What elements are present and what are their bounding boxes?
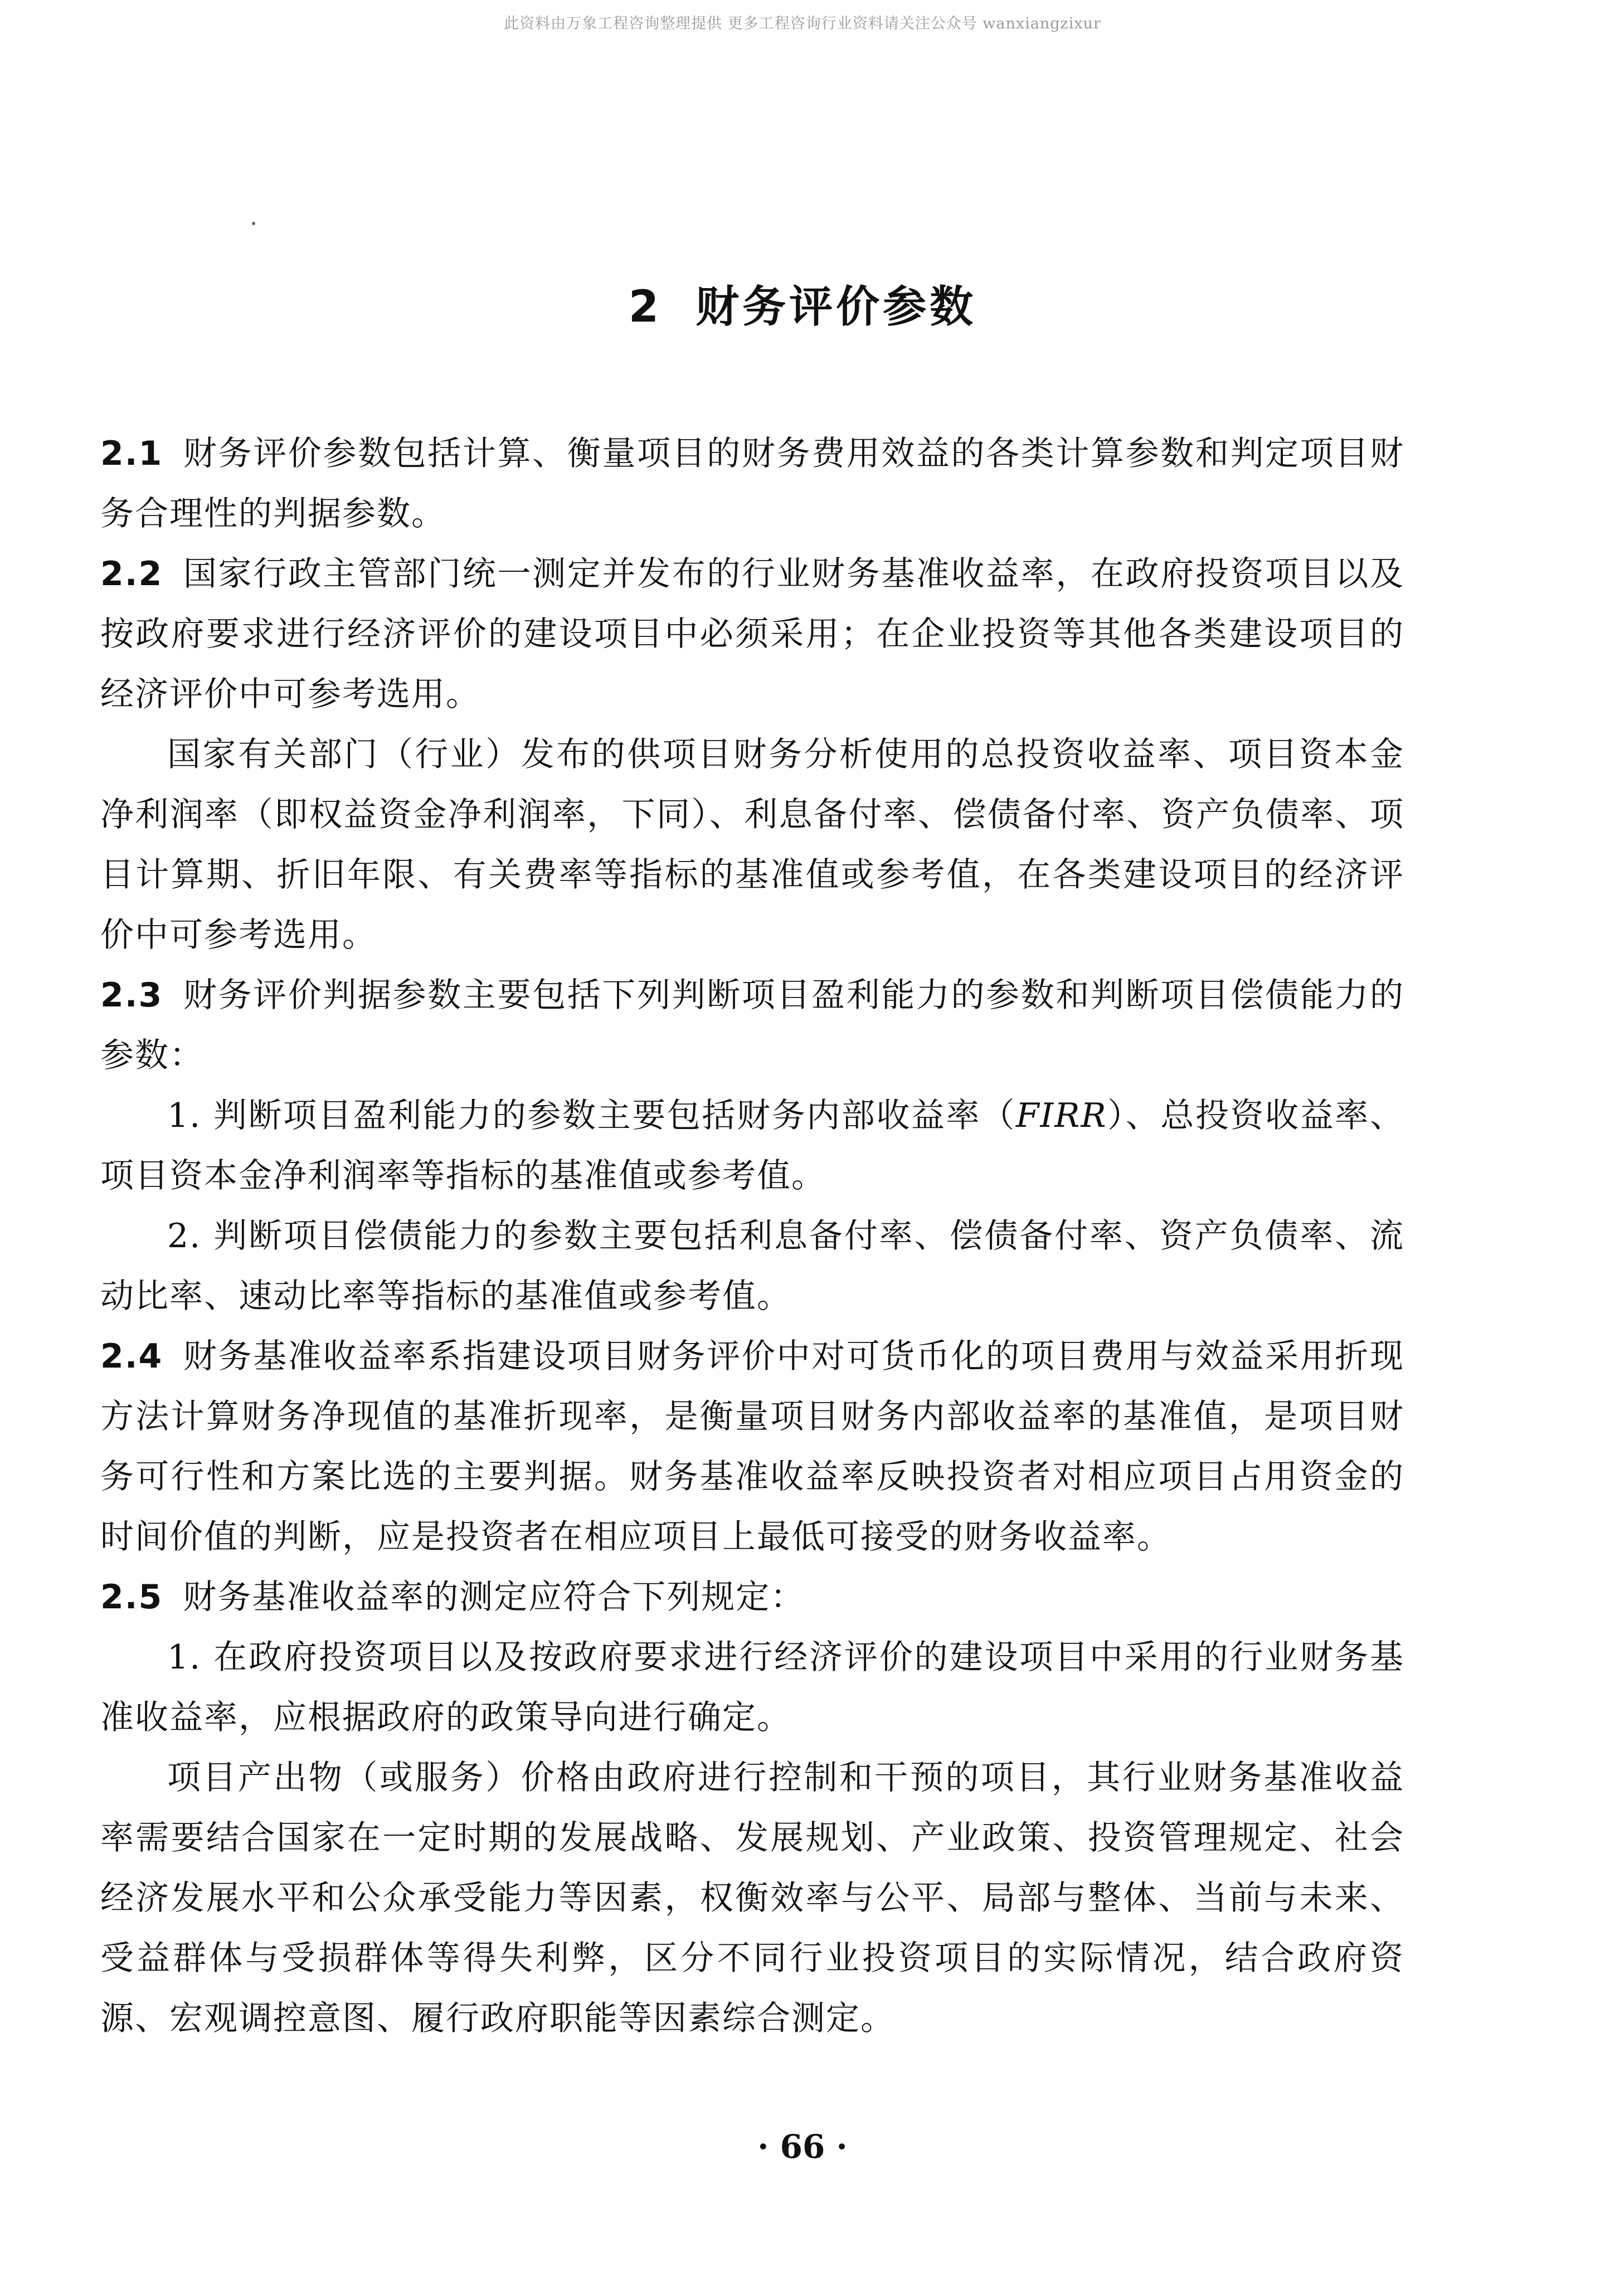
watermark-header: 此资料由万象工程咨询整理提供 更多工程咨询行业资料请关注公众号 wanxiangzixur: [504, 15, 1101, 32]
clause-2-1: [100, 424, 1404, 544]
scan-speck: [252, 222, 255, 225]
section-title-text: 财务评价参数: [696, 282, 977, 332]
clause-2-5-paragraph: 项目产出物（或服务）价格由政府进行控制和干预的项目，其行业财务基准收益率需要结合国家在一定时期的发展战略、发展规划、产业政策、投资管理规定、社会经济发展水平和公众承受能力等因素，权衡效率与公平、局部与整体、当前与未来、受益群体与受损群体等得失利弊，区分不同行业投资项目的实际情况，结合政府资源、宏观调控意图、履行政府职能等因素综合测定。: [100, 1758, 1404, 2038]
clause-text: 国家行政主管部门统一测定并发布的行业财务基准收益率，在政府投资项目以及按政府要求进行经济评价的建设项目中必须采用；在企业投资等其他各类建设项目的经济评价中可参考选用。: [100, 554, 1404, 714]
section-title: [0, 272, 1605, 334]
clause-text: 财务基准收益率的测定应符合下列规定：: [183, 1578, 805, 1617]
section-number: 2: [628, 282, 663, 332]
clause-text: 财务基准收益率系指建设项目财务评价中对可货币化的项目费用与效益采用折现方法计算财务净现值的基准折现率，是衡量项目财务内部收益率的基准值，是项目财务可行性和方案比选的主要判据。财务基准收益率反映投资者对相应项目占用资金的时间价值的判断，应是投资者在相应项目上最低可接受的财务收益率。: [100, 1337, 1404, 1556]
item-text: 1. 判断项目盈利能力的参数主要包括财务内部收益率（: [167, 1096, 1016, 1135]
clause-number: 2.2: [100, 554, 163, 594]
clause-2-5-item-1: 1. 在政府投资项目以及按政府要求进行经济评价的建设项目中采用的行业财务基准收益率，应根据政府的政策导向进行确定。: [100, 1638, 1404, 1737]
clause-2-3: [100, 965, 1404, 1086]
clause-2-3-item-1: [100, 1086, 1404, 1206]
clause-text: 财务评价判据参数主要包括下列判断项目盈利能力的参数和判断项目偿债能力的参数：: [100, 976, 1404, 1075]
clause-number: 2.5: [100, 1578, 163, 1617]
clause-number: 2.3: [100, 976, 163, 1015]
clause-2-2: [100, 544, 1404, 724]
document-body: [100, 424, 1404, 2049]
clause-text: 财务评价参数包括计算、衡量项目的财务费用效益的各类计算参数和判定项目财务合理性的判据参数。: [100, 434, 1404, 533]
clause-number: 2.4: [100, 1337, 163, 1376]
clause-2-3-item-2: 2. 判断项目偿债能力的参数主要包括利息备付率、偿债备付率、资产负债率、流动比率、速动比率等指标的基准值或参考值。: [100, 1217, 1404, 1316]
firr-term: FIRR: [1015, 1096, 1107, 1135]
clause-2-4: [100, 1326, 1404, 1567]
clause-2-5: [100, 1567, 1404, 1627]
clause-2-2-paragraph: 国家有关部门（行业）发布的供项目财务分析使用的总投资收益率、项目资本金净利润率（即权益资金净利润率，下同）、利息备付率、偿债备付率、资产负债率、项目计算期、折旧年限、有关费率等指标的基准值或参考值，在各类建设项目的经济评价中可参考选用。: [100, 735, 1404, 955]
page-number: · 66 ·: [757, 2128, 848, 2166]
item-text: ）、总投资收益率、项目资本金净利润率等指标的基准值或参考值。: [100, 1096, 1404, 1195]
clause-number: 2.1: [100, 434, 163, 473]
